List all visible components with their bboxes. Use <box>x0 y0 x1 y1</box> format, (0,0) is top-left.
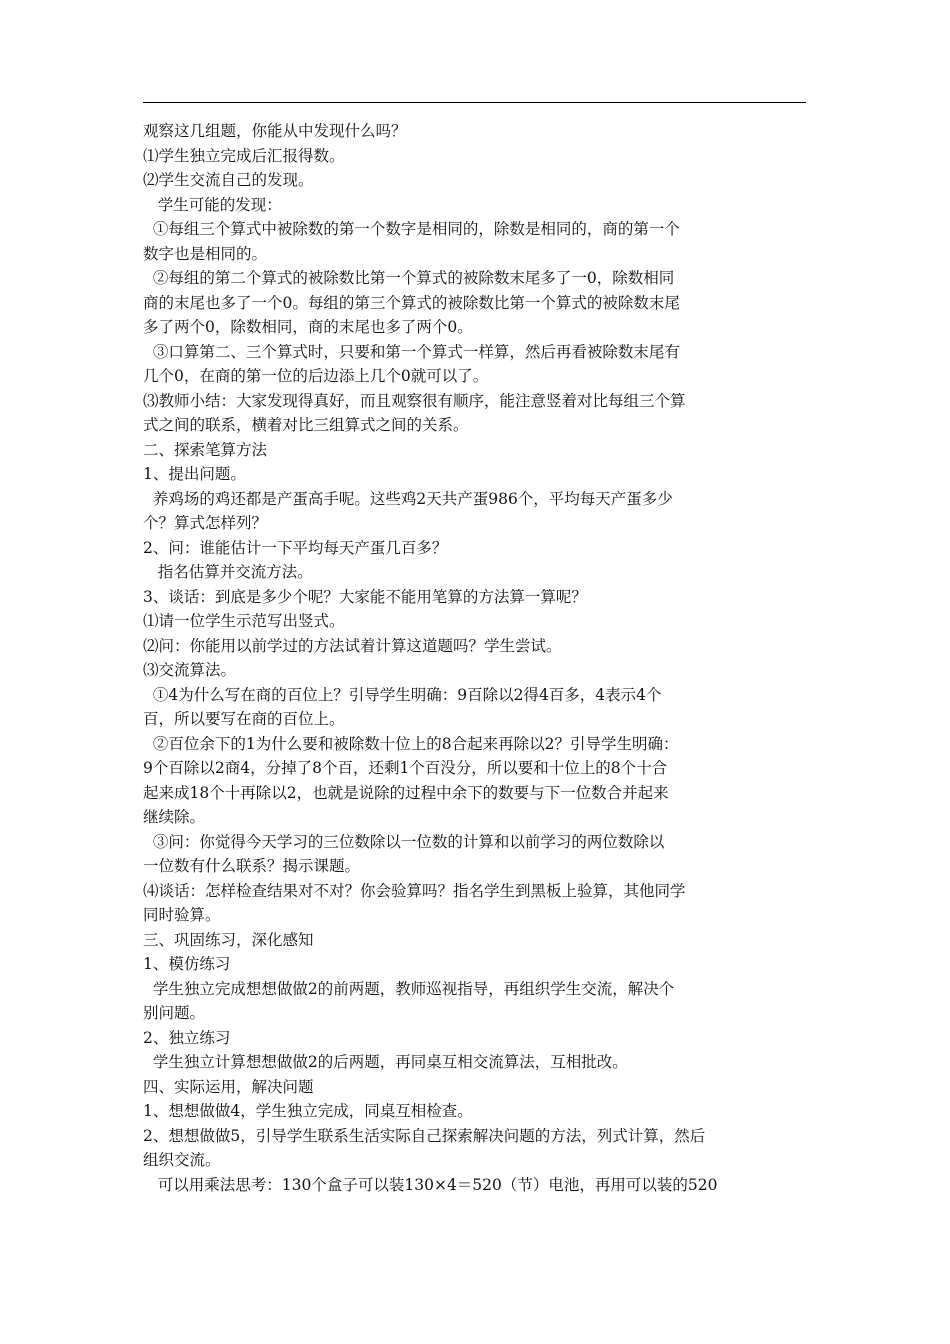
text-line: 1、提出问题。 <box>143 465 246 483</box>
text-line: ⑶教师小结：大家发现得真好，而且观察很有顺序，能注意竖着对比每组三个算 <box>143 391 686 410</box>
text-line: 养鸡场的鸡还都是产蛋高手呢。这些鸡2天共产蛋986个，平均每天产蛋多少 <box>143 489 673 508</box>
text-line: 式之间的联系，横着对比三组算式之间的关系。 <box>143 416 469 434</box>
text-line: ⑴学生独立完成后汇报得数。 <box>143 146 345 165</box>
section-heading: 三、巩固练习，深化感知 <box>143 930 314 949</box>
text-line: 多了两个0，除数相同，商的末尾也多了两个0。 <box>143 318 473 336</box>
text-line: 个？算式怎样列？ <box>143 514 268 532</box>
section-heading: 四、实际运用，解决问题 <box>143 1077 314 1096</box>
text-line: ⑶交流算法。 <box>143 661 237 679</box>
text-line: 1、模仿练习 <box>143 955 231 973</box>
text-line: 几个0，在商的第一位的后边添上几个0就可以了。 <box>143 367 489 385</box>
text-line: 商的末尾也多了一个0。每组的第三个算式的被除数比第一个算式的被除数末尾 <box>143 293 680 312</box>
text-line: 9个百除以2商4，分掉了8个百，还剩1个百没分，所以要和十位上的8个十合 <box>143 759 668 777</box>
document-body <box>143 119 808 1197</box>
text-line: 2、想想做做5，引导学生联系生活实际自己探索解决问题的方法，列式计算，然后 <box>143 1126 706 1145</box>
text-line: 一位数有什么联系？揭示课题。 <box>143 857 361 875</box>
text-line: ⑵问：你能用以前学过的方法试着计算这道题吗？学生尝试。 <box>143 636 562 655</box>
text-line: 组织交流。 <box>143 1151 221 1169</box>
text-line: ③口算第二、三个算式时，只要和第一个算式一样算，然后再看被除数末尾有 <box>143 342 680 361</box>
text-line: 观察这几组题，你能从中发现什么吗？ <box>143 122 407 140</box>
text-line: ②每组的第二个算式的被除数比第一个算式的被除数末尾多了一0，除数相同 <box>143 269 675 287</box>
text-line: 别问题。 <box>143 1004 206 1022</box>
text-line: 3、谈话：到底是多少个呢？大家能不能用笔算的方法算一算呢？ <box>143 587 587 606</box>
text-line: 数字也是相同的。 <box>143 244 268 263</box>
text-line: 继续除。 <box>143 808 206 826</box>
section-heading: 二、探索笔算方法 <box>143 440 268 459</box>
text-line: 起来成18个十再除以2，也就是说除的过程中余下的数要与下一位数合并起来 <box>143 783 669 802</box>
text-line: ⑵学生交流自己的发现。 <box>143 171 314 189</box>
header-rule <box>143 102 806 103</box>
text-line: ⑷谈话：怎样检查结果对不对？你会验算吗？指名学生到黑板上验算，其他同学 <box>143 881 686 900</box>
text-line: 2、问：谁能估计一下平均每天产蛋几百多？ <box>143 538 448 557</box>
text-line: 2、独立练习 <box>143 1028 231 1047</box>
text-line: 学生独立完成想想做做2的前两题，教师巡视指导，再组织学生交流，解决个 <box>143 979 675 998</box>
text-line: 同时验算。 <box>143 906 221 924</box>
text-line: ①每组三个算式中被除数的第一个数字是相同的，除数是相同的，商的第一个 <box>143 220 680 238</box>
text-line: 1、想想做做4，学生独立完成，同桌互相检查。 <box>143 1102 473 1120</box>
text-line: 学生独立计算想想做做2的后两题，再同桌互相交流算法，互相批改。 <box>143 1053 628 1071</box>
text-line: 百，所以要写在商的百位上。 <box>143 710 345 728</box>
text-line: ①4为什么写在商的百位上？引导学生明确：9百除以2得4百多，4表示4个 <box>143 685 662 704</box>
text-line: 指名估算并交流方法。 <box>143 563 313 581</box>
text-line: 学生可能的发现： <box>143 195 282 214</box>
text-line: ②百位余下的1为什么要和被除数十位上的8合起来再除以2？引导学生明确： <box>143 734 679 753</box>
text-line: ⑴请一位学生示范写出竖式。 <box>143 612 345 630</box>
text-line: 可以用乘法思考：130个盒子可以装130×4＝520（节）电池，再用可以装的520 <box>143 1175 718 1194</box>
text-line: ③问：你觉得今天学习的三位数除以一位数的计算和以前学习的两位数除以 <box>143 832 665 851</box>
